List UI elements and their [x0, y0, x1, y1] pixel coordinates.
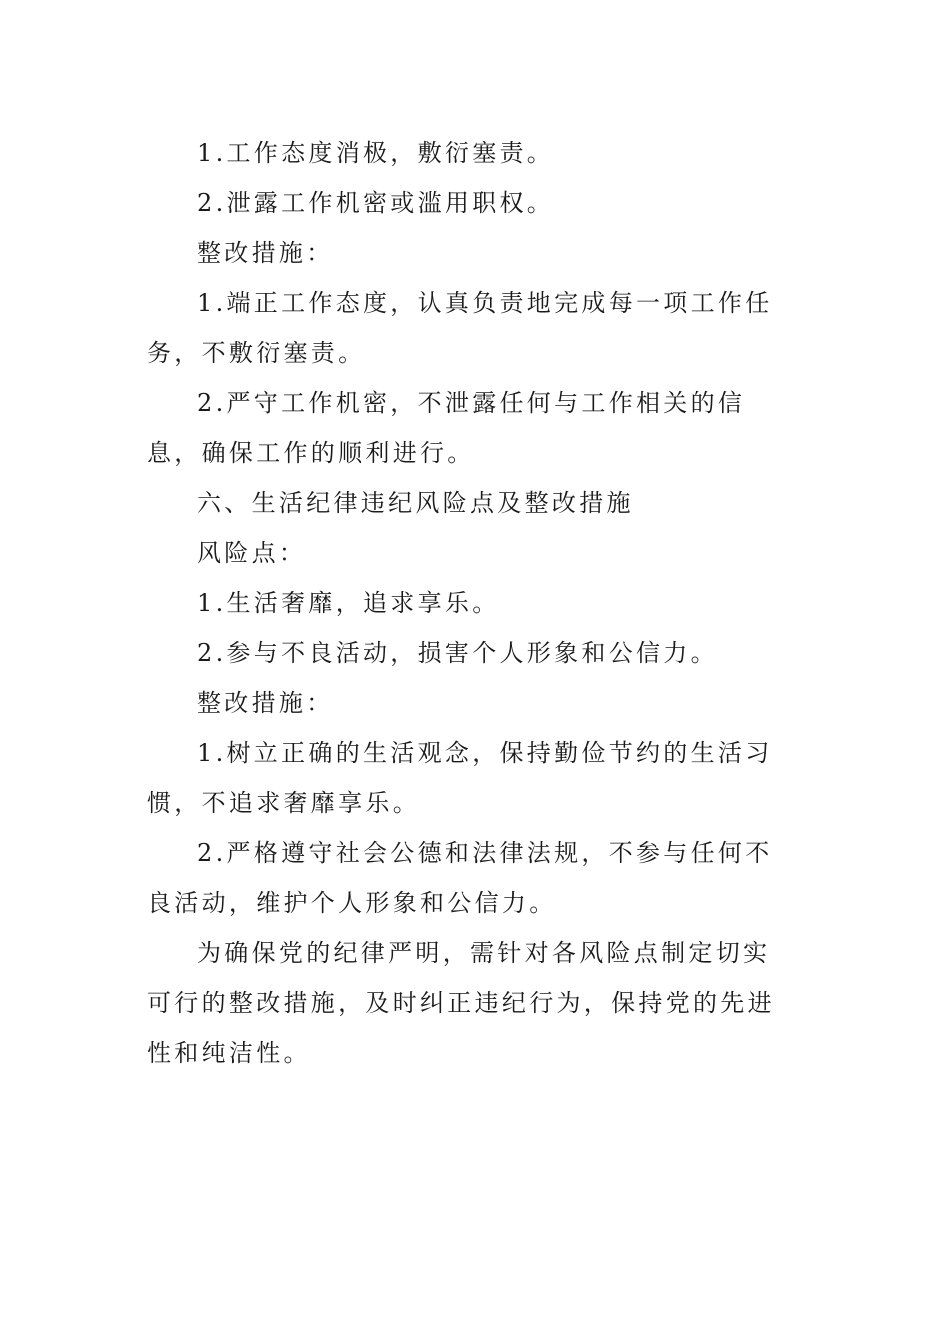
list-item-work-attitude-risk: 1.工作态度消极，敷衍塞责。	[197, 139, 555, 167]
list-item-keep-secrets: 2.严守工作机密，不泄露任何与工作相关的信息，确保工作的顺利进行。	[147, 389, 746, 467]
list-item-correct-attitude: 1.端正工作态度，认真负责地完成每一项工作任务，不敷衍塞责。	[147, 289, 773, 367]
subheading-rectification-measures-2: 整改措施：	[197, 689, 334, 717]
list-item-leak-secrets-risk: 2.泄露工作机密或滥用职权。	[197, 189, 555, 217]
section-heading-life-discipline: 六、生活纪律违纪风险点及整改措施	[197, 489, 634, 517]
closing-paragraph: 为确保党的纪律严明，需针对各风险点制定切实可行的整改措施，及时纠正违纪行为，保持党的先进性和纯洁性。	[147, 939, 775, 1067]
document-body	[147, 128, 787, 1078]
list-item-extravagance-risk: 1.生活奢靡，追求享乐。	[197, 589, 500, 617]
list-item-obey-laws: 2.严格遵守社会公德和法律法规，不参与任何不良活动，维护个人形象和公信力。	[147, 839, 773, 917]
list-item-bad-activities-risk: 2.参与不良活动，损害个人形象和公信力。	[197, 639, 718, 667]
subheading-rectification-measures: 整改措施：	[197, 239, 334, 267]
list-item-frugal-living: 1.树立正确的生活观念，保持勤俭节约的生活习惯，不追求奢靡享乐。	[147, 739, 773, 817]
subheading-risk-points: 风险点：	[197, 539, 307, 567]
